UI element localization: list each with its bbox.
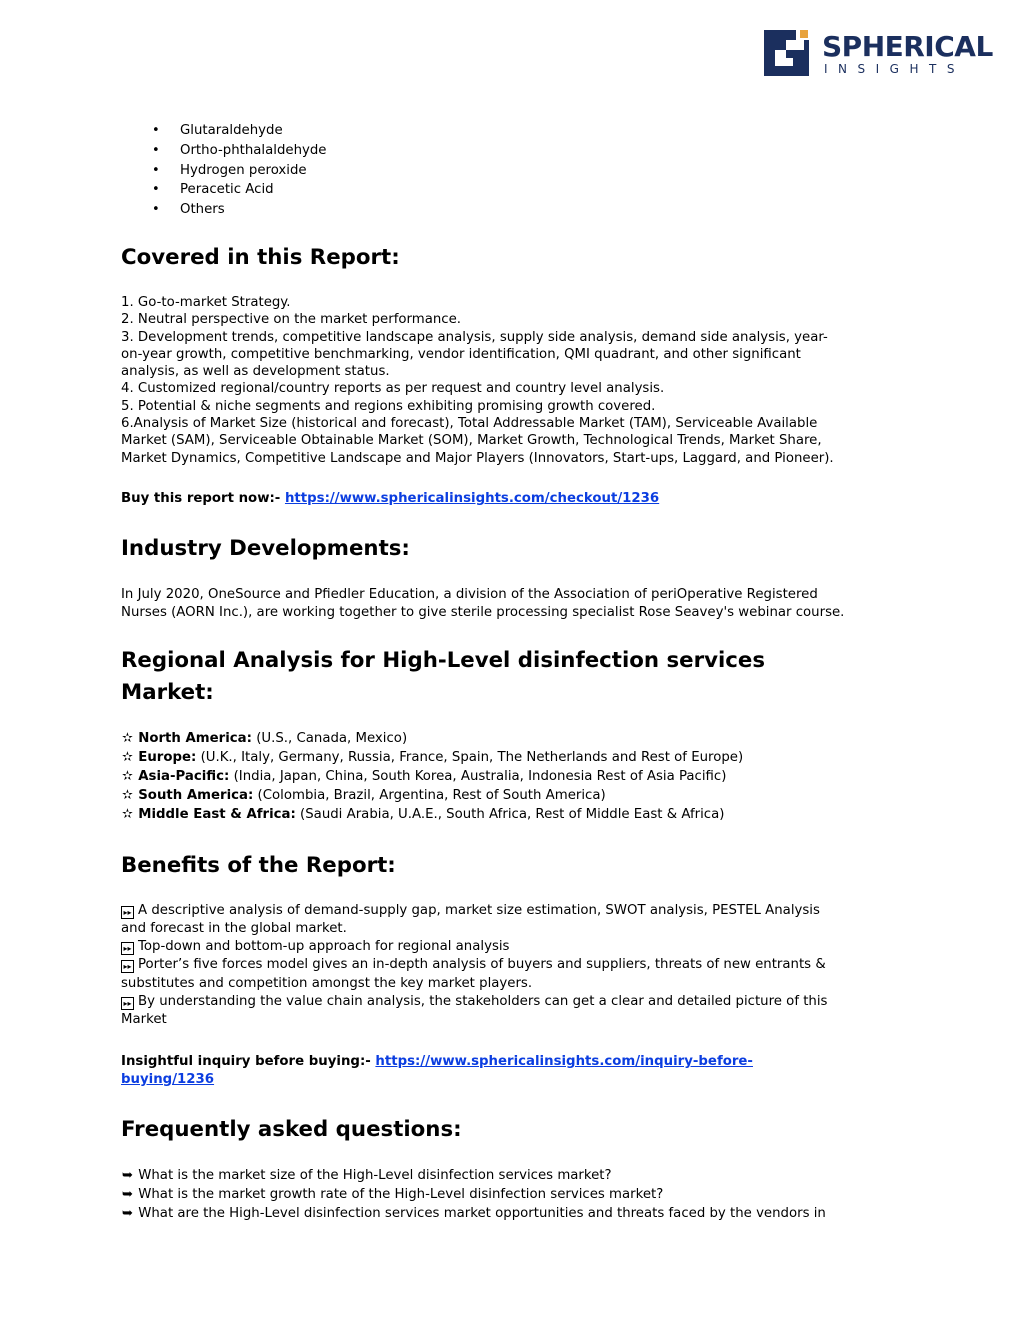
inquiry-link-continued[interactable]: buying/1236 (121, 1071, 215, 1087)
covered-line: 1. Go-to-market Strategy. (121, 294, 291, 310)
list-item: • Others (121, 200, 911, 220)
covered-line: 3. Development trends, competitive landscape analysis, supply side analysis, demand side analysis, year- (121, 329, 828, 345)
star-icon: ✫ (121, 749, 134, 765)
product-type-list (121, 121, 911, 220)
logo-mark-icon (764, 30, 814, 76)
fast-forward-icon: ▸▸ (121, 997, 134, 1010)
list-item: ➥ What is the market size of the High-Level disinfection services market? (121, 1167, 612, 1183)
logo-subtitle: INSIGHTS (824, 62, 965, 76)
covered-list (121, 294, 911, 467)
covered-line: 5. Potential & niche segments and regions exhibiting promising growth covered. (121, 398, 656, 414)
bullet-icon: • (152, 202, 160, 218)
fast-forward-icon: ▸▸ (121, 942, 134, 955)
arrow-icon: ➥ (121, 1205, 134, 1221)
covered-line: on-year growth, competitive benchmarking, vendor identification, QMI quadrant, and other significant (121, 346, 801, 362)
list-item: ➥ What are the High-Level disinfection services market opportunities and threats faced by the vendors in (121, 1205, 826, 1221)
list-item: • Glutaraldehyde (121, 121, 911, 141)
bullet-icon: • (152, 123, 160, 138)
bullet-icon: • (152, 142, 160, 158)
industry-heading: Industry Developments: (121, 536, 410, 562)
bullet-icon: • (152, 182, 160, 198)
star-icon: ✫ (121, 806, 134, 822)
arrow-icon: ➥ (121, 1167, 134, 1183)
arrow-icon: ➥ (121, 1186, 134, 1202)
spherical-insights-logo (764, 30, 993, 78)
list-item: ✫ Middle East & Africa: (Saudi Arabia, U.A.E., South Africa, Rest of Middle East & Africa) (121, 806, 725, 822)
list-item: ➥ What is the market growth rate of the High-Level disinfection services market? (121, 1186, 664, 1202)
fast-forward-icon: ▸▸ (121, 960, 134, 973)
covered-line: Market Dynamics, Competitive Landscape and Major Players (Innovators, Start-ups, Laggard, and Pioneer). (121, 450, 834, 466)
buy-report-line (121, 490, 911, 507)
benefits-list: ▸▸ A descriptive analysis of demand-supply gap, market size estimation, SWOT analysis, PESTEL Analysis and forecast in the global market. ▸▸ Top-down and bottom-up approach for regional analysis ▸▸ Porter’s five forces model gives an in-depth analysis of buyers and suppliers, threats of new entrants & substitutes and competition amongst the key market players. ▸▸ By understanding the value chain analysis, the stakeholders can get a clear and detailed picture of this Market (121, 902, 911, 1029)
bullet-icon: • (152, 162, 160, 178)
star-icon: ✫ (121, 730, 134, 746)
list-item: ✫ Asia-Pacific: (India, Japan, China, South Korea, Australia, Indonesia Rest of Asia Pacific) (121, 768, 727, 784)
industry-paragraph: In July 2020, OneSource and Pfiedler Education, a division of the Association of periOperative Registered Nurses (AORN Inc.), are working together to give sterile processing specialist Rose Seavey's webinar course. (121, 587, 845, 620)
list-item: ▸▸ By understanding the value chain analysis, the stakeholders can get a clear and detailed picture of this (121, 993, 911, 1011)
list-item: ▸▸ A descriptive analysis of demand-supply gap, market size estimation, SWOT analysis, PESTEL Analysis (121, 902, 911, 920)
list-item: • Hydrogen peroxide (121, 161, 911, 181)
list-item: ▸▸ Top-down and bottom-up approach for regional analysis (121, 938, 911, 956)
benefits-heading: Benefits of the Report: (121, 852, 396, 878)
list-item: ✫ South America: (Colombia, Brazil, Argentina, Rest of South America) (121, 787, 606, 803)
checkout-link[interactable]: https://www.sphericalinsights.com/checkout/1236 (284, 490, 660, 506)
star-icon: ✫ (121, 768, 134, 784)
regional-heading: Regional Analysis for High-Level disinfection services Market: (121, 647, 766, 705)
covered-line: 6.Analysis of Market Size (historical and forecast), Total Addressable Market (TAM), Serviceable Available (121, 416, 818, 432)
fast-forward-icon: ▸▸ (121, 906, 134, 919)
buy-label: Buy this report now:- (121, 490, 285, 506)
list-item: • Ortho-phthalaldehyde (121, 141, 911, 161)
covered-line: 2. Neutral perspective on the market performance. (121, 312, 461, 328)
list-item: ▸▸ Porter’s five forces model gives an in-depth analysis of buyers and suppliers, threats of new entrants & (121, 956, 911, 974)
covered-line: Market (SAM), Serviceable Obtainable Market (SOM), Market Growth, Technological Trends, Market Share, (121, 433, 822, 449)
inquiry-link[interactable]: https://www.sphericalinsights.com/inquiry-before- (375, 1054, 753, 1070)
region-list (121, 729, 911, 824)
faq-list (121, 1166, 911, 1223)
list-item: ✫ North America: (U.S., Canada, Mexico) (121, 730, 408, 746)
covered-heading: Covered in this Report: (121, 244, 400, 270)
star-icon: ✫ (121, 787, 134, 803)
covered-line: 4. Customized regional/country reports as per request and country level analysis. (121, 381, 665, 397)
covered-line: analysis, as well as development status. (121, 364, 390, 380)
list-item: ✫ Europe: (U.K., Italy, Germany, Russia, France, Spain, The Netherlands and Rest of Europe) (121, 749, 744, 765)
faq-heading: Frequently asked questions: (121, 1116, 462, 1142)
inquiry-line (121, 1053, 911, 1088)
inquiry-label: Insightful inquiry before buying:- (121, 1054, 376, 1070)
list-item: • Peracetic Acid (121, 180, 911, 200)
document-body (121, 121, 911, 1223)
logo-wordmark: SPHERICAL (822, 30, 993, 63)
